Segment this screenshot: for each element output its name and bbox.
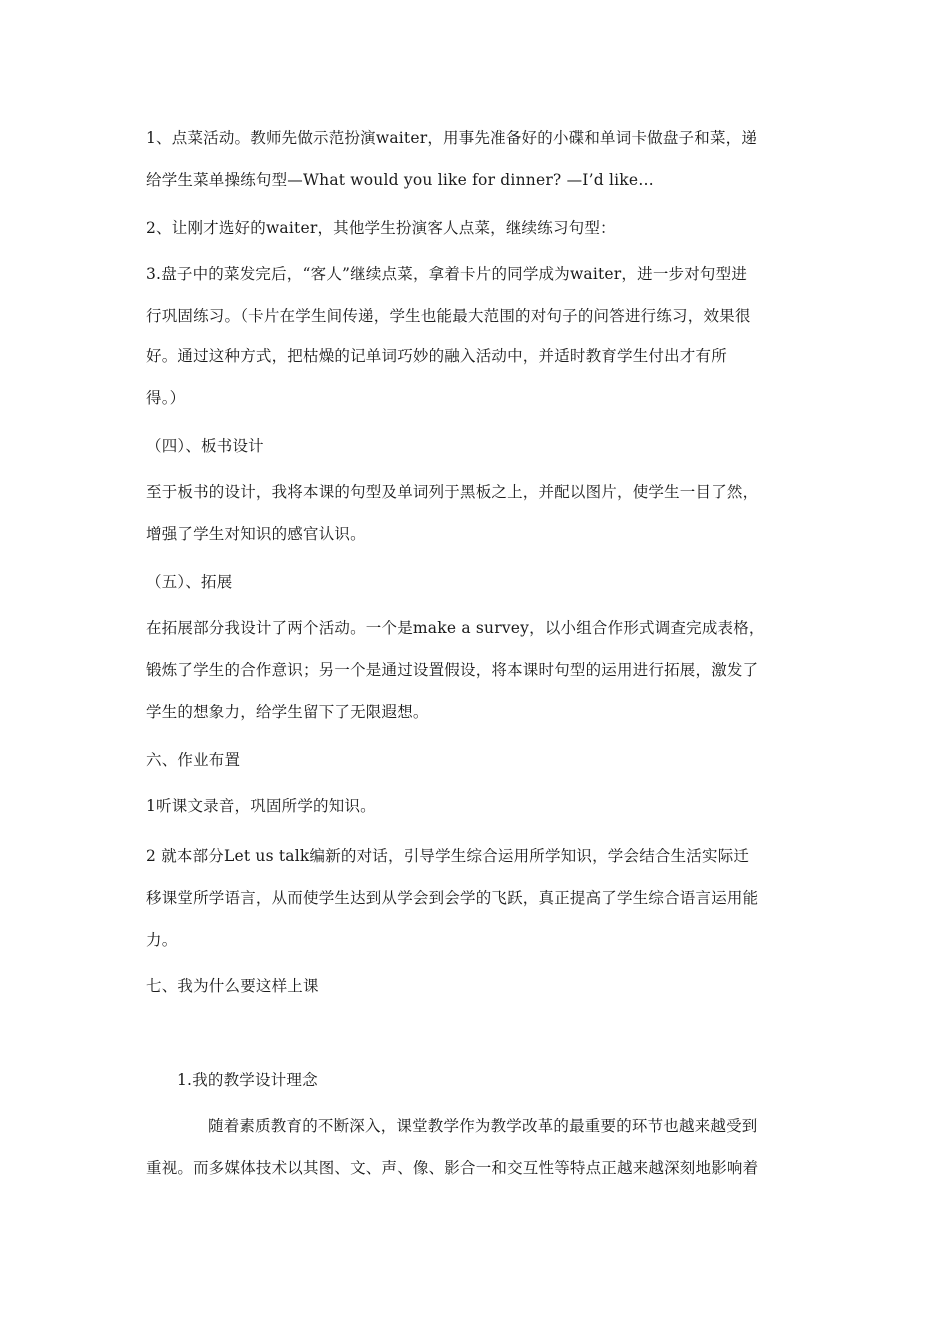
paragraph-line: 随着素质教育的不断深入，课堂教学作为教学改革的最重要的环节也越来越受到 bbox=[208, 1117, 758, 1135]
subsection-heading: 1.我的教学设计理念 bbox=[177, 1071, 318, 1089]
paragraph-line: 2、让刚才选好的waiter，其他学生扮演客人点菜，继续练习句型： bbox=[146, 219, 616, 237]
paragraph-line: 1、点菜活动。教师先做示范扮演waiter，用事先准备好的小碟和单词卡做盘子和菜，递 bbox=[146, 129, 758, 147]
paragraph-line: 学生的想象力，给学生留下了无限遐想。 bbox=[146, 703, 429, 721]
section-heading: （五）、拓展 bbox=[146, 573, 233, 591]
paragraph-line: 移课堂所学语言，从而使学生达到从学会到会学的飞跃，真正提高了学生综合语言运用能 bbox=[146, 889, 759, 907]
section-heading: （四）、板书设计 bbox=[146, 437, 264, 455]
section-heading: 六、作业布置 bbox=[146, 751, 241, 769]
paragraph-line: 在拓展部分我设计了两个活动。一个是make a survey，以小组合作形式调查完成表格， bbox=[146, 619, 765, 637]
paragraph-line: 力。 bbox=[146, 931, 178, 949]
paragraph-line: 3.盘子中的菜发完后，“客人”继续点菜，拿着卡片的同学成为waiter，进一步对句型进 bbox=[146, 265, 748, 283]
paragraph-line: 1听课文录音，巩固所学的知识。 bbox=[146, 797, 376, 815]
paragraph-line: 增强了学生对知识的感官认识。 bbox=[146, 525, 366, 543]
paragraph-line: 锻炼了学生的合作意识；另一个是通过设置假设，将本课时句型的运用进行拓展，激发了 bbox=[146, 661, 759, 679]
section-heading: 七、我为什么要这样上课 bbox=[146, 977, 319, 995]
paragraph-line: 重视。而多媒体技术以其图、文、声、像、影合一和交互性等特点正越来越深刻地影响着 bbox=[146, 1159, 759, 1177]
paragraph-line: 行巩固练习。（卡片在学生间传递，学生也能最大范围的对句子的问答进行练习，效果很 bbox=[146, 307, 751, 325]
paragraph-line: 好。通过这种方式，把枯燥的记单词巧妙的融入活动中，并适时教育学生付出才有所 bbox=[146, 347, 727, 365]
paragraph-line: 得。） bbox=[146, 389, 186, 407]
paragraph-line: 给学生菜单操练句型—What would you like for dinner? —I’d like… bbox=[146, 171, 654, 189]
paragraph-line: 至于板书的设计，我将本课的句型及单词列于黑板之上，并配以图片，使学生一目了然， bbox=[146, 483, 759, 501]
paragraph-line: 2 就本部分Let us talk编新的对话，引导学生综合运用所学知识，学会结合生活实际迁 bbox=[146, 847, 750, 865]
